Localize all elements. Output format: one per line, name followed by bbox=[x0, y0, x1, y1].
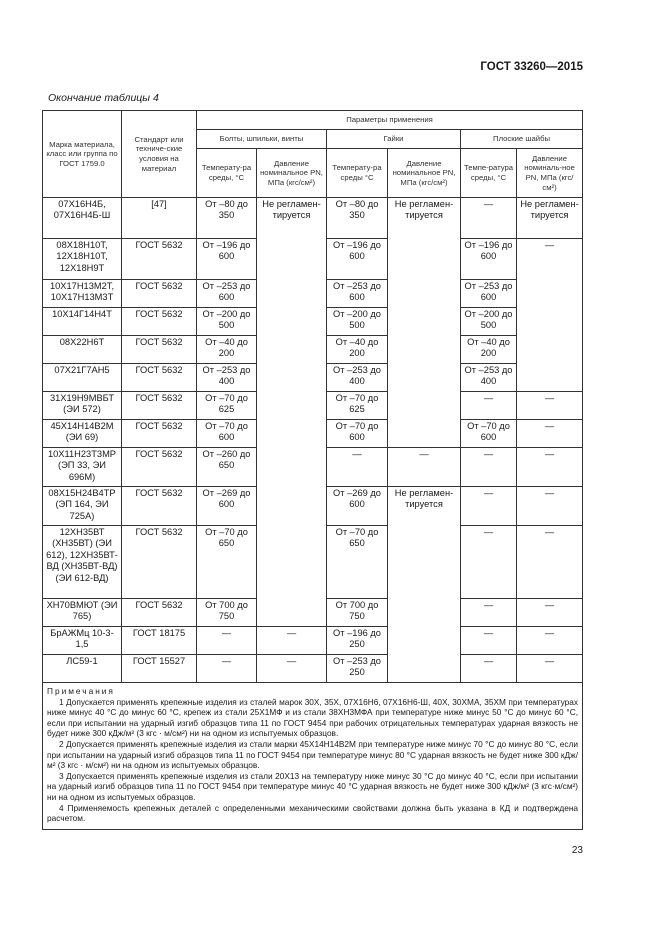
cell-bolts-pressure: — bbox=[257, 655, 327, 683]
cell-bolts-temp: От –260 до 650 bbox=[197, 448, 257, 487]
cell-nuts-temp: От –269 до 600 bbox=[327, 487, 388, 526]
cell-standard: ГОСТ 18175 bbox=[122, 627, 197, 655]
cell-washers-pressure: — bbox=[517, 627, 583, 655]
group-bolts-header: Болты, шпильки, винты bbox=[197, 130, 327, 149]
cell-washers-temp: От –196 до 600 bbox=[461, 239, 517, 280]
bolts-pressure-header: Давление номинальное PN, МПа (кгс/см²) bbox=[257, 149, 327, 198]
note-1: 1 Допускается применять крепежные изделия из сталей марок 30Х, 35Х, 07Х16Н6, 07Х16Н6-Ш, 40Х, 30ХМА, 35ХМ при температурах ниже минус 40 °С до минус 60 °С, крепеж из стали 25Х1МФ и из стали 38ХН3МФА при температуре ниже минус 50 °С до минус 60 °С, если при испытании на ударный изгиб образцов типа 11 по ГОСТ 9454 при рабочих отрицательных температурах ударная вязкость не будет ниже 300 кДж/м² (3 кгс · м/см²) ни на одном из испытуемых образцов. bbox=[47, 696, 579, 739]
nuts-temp-header: Температу-ра среды °С bbox=[327, 149, 388, 198]
col-grade-header: Марка материала, класс или группа по ГОСТ 1759.0 bbox=[43, 111, 122, 198]
cell-grade: 08Х18Н10Т, 12Х18Н10Т, 12Х18Н9Т bbox=[43, 239, 122, 280]
cell-standard: ГОСТ 5632 bbox=[122, 448, 197, 487]
cell-grade: 08Х15Н24В4ТР (ЭП 164, ЭИ 725А) bbox=[43, 487, 122, 526]
cell-bolts-temp: — bbox=[197, 627, 257, 655]
cell-washers-pressure: — bbox=[517, 487, 583, 526]
washers-pressure-header: Давление номиналь-ное PN, МПа (кгс/см²) bbox=[517, 149, 583, 198]
cell-nuts-temp: От –253 до 250 bbox=[327, 655, 388, 683]
cell-standard: ГОСТ 5632 bbox=[122, 526, 197, 599]
cell-washers-temp: — bbox=[461, 655, 517, 683]
cell-bolts-temp: От –200 до 500 bbox=[197, 308, 257, 336]
table-row bbox=[43, 627, 583, 655]
cell-bolts-temp: От –40 до 200 bbox=[197, 336, 257, 364]
cell-nuts-pressure: Не регламен-тируется bbox=[388, 198, 461, 448]
cell-washers-pressure: — bbox=[517, 239, 583, 392]
cell-bolts-temp: — bbox=[197, 655, 257, 683]
table-row bbox=[43, 655, 583, 683]
cell-standard: ГОСТ 5632 bbox=[122, 280, 197, 308]
cell-nuts-temp: От –80 до 350 bbox=[327, 198, 388, 239]
cell-nuts-temp: От –70 до 625 bbox=[327, 392, 388, 420]
nuts-pressure-header: Давление номинальное PN, МПа (кгс/см²) bbox=[388, 149, 461, 198]
cell-grade: 10Х17Н13М2Т, 10Х17Н13М3Т bbox=[43, 280, 122, 308]
notes-cell bbox=[43, 683, 583, 830]
cell-standard: ГОСТ 5632 bbox=[122, 392, 197, 420]
cell-bolts-temp: От –70 до 625 bbox=[197, 392, 257, 420]
cell-washers-pressure: — bbox=[517, 392, 583, 420]
cell-nuts-temp: От –70 до 650 bbox=[327, 526, 388, 599]
note-3: 3 Допускается применять крепежные изделия из стали 20Х13 на температуру ниже минус 30 °С до минус 40 °С, если при испытании на ударный изгиб образцов типа 11 по ГОСТ 9454 при температуре минус 40 °С ударная вязкость не будет ниже 300 кДж/м² (3 кгс·м/см²) ни на одном из испытуемых образцов. bbox=[47, 770, 579, 802]
cell-nuts-pressure: Не регламен-тируется bbox=[388, 487, 461, 683]
cell-washers-temp: — bbox=[461, 392, 517, 420]
col-standard-header: Стандарт или техниче-ские условия на материал bbox=[122, 111, 197, 198]
cell-standard: ГОСТ 5632 bbox=[122, 364, 197, 392]
cell-nuts-temp: От –196 до 600 bbox=[327, 239, 388, 280]
cell-bolts-temp: От –80 до 350 bbox=[197, 198, 257, 239]
cell-grade: БрАЖМц 10-3-1,5 bbox=[43, 627, 122, 655]
cell-nuts-temp: От –70 до 600 bbox=[327, 420, 388, 448]
cell-nuts-pressure: — bbox=[388, 448, 461, 487]
cell-nuts-temp: От –40 до 200 bbox=[327, 336, 388, 364]
cell-standard: ГОСТ 5632 bbox=[122, 336, 197, 364]
cell-nuts-temp: От –253 до 400 bbox=[327, 364, 388, 392]
cell-bolts-pressure: Не регламен-тируется bbox=[257, 198, 327, 627]
cell-washers-temp: От –40 до 200 bbox=[461, 336, 517, 364]
cell-washers-temp: От –200 до 500 bbox=[461, 308, 517, 336]
cell-washers-pressure: Не регламен-тируется bbox=[517, 198, 583, 239]
cell-washers-temp: — bbox=[461, 627, 517, 655]
cell-standard: ГОСТ 5632 bbox=[122, 239, 197, 280]
cell-standard: [47] bbox=[122, 198, 197, 239]
washers-temp-header: Темпе-ратура среды, °С bbox=[461, 149, 517, 198]
cell-washers-temp: От –253 до 400 bbox=[461, 364, 517, 392]
cell-grade: 07Х21Г7АН5 bbox=[43, 364, 122, 392]
table-caption: Окончание таблицы 4 bbox=[48, 92, 159, 104]
cell-standard: ГОСТ 5632 bbox=[122, 308, 197, 336]
cell-grade: 10Х11Н23Т3МР (ЭП 33, ЭИ 696М) bbox=[43, 448, 122, 487]
cell-washers-temp: От –70 до 600 bbox=[461, 420, 517, 448]
cell-washers-temp: От –253 до 600 bbox=[461, 280, 517, 308]
cell-washers-pressure: — bbox=[517, 448, 583, 487]
cell-washers-pressure: — bbox=[517, 599, 583, 627]
group-nuts-header: Гайки bbox=[327, 130, 461, 149]
cell-washers-pressure: — bbox=[517, 526, 583, 599]
group-washers-header: Плоские шайбы bbox=[461, 130, 583, 149]
cell-nuts-temp: От –196 до 250 bbox=[327, 627, 388, 655]
materials-table bbox=[42, 110, 583, 830]
cell-grade: 10Х14Г14Н4Т bbox=[43, 308, 122, 336]
cell-standard: ГОСТ 5632 bbox=[122, 487, 197, 526]
cell-washers-temp: — bbox=[461, 599, 517, 627]
cell-washers-pressure: — bbox=[517, 420, 583, 448]
cell-washers-temp: — bbox=[461, 448, 517, 487]
col-params-header: Параметры применения bbox=[197, 111, 583, 130]
notes-title: Примечания bbox=[47, 686, 115, 696]
cell-washers-temp: — bbox=[461, 526, 517, 599]
cell-nuts-temp: — bbox=[327, 448, 388, 487]
table-row bbox=[43, 198, 583, 239]
cell-standard: ГОСТ 5632 bbox=[122, 599, 197, 627]
note-4: 4 Применяемость крепежных деталей с определенными механическими свойствами должна быть указана в КД и подтверждена расчетом. bbox=[47, 802, 579, 824]
cell-washers-temp: — bbox=[461, 198, 517, 239]
cell-grade: 45Х14Н14В2М (ЭИ 69) bbox=[43, 420, 122, 448]
cell-bolts-temp: От 700 до 750 bbox=[197, 599, 257, 627]
cell-bolts-temp: От –70 до 600 bbox=[197, 420, 257, 448]
cell-bolts-temp: От –253 до 400 bbox=[197, 364, 257, 392]
cell-grade: 12ХН35ВТ (ХН35ВТ) (ЭИ 612), 12ХН35ВТ-ВД (ХН35ВТ-ВД) (ЭИ 612-ВД) bbox=[43, 526, 122, 599]
cell-bolts-temp: От –70 до 650 bbox=[197, 526, 257, 599]
cell-grade: 07Х16Н4Б, 07Х16Н4Б-Ш bbox=[43, 198, 122, 239]
cell-nuts-temp: От –253 до 600 bbox=[327, 280, 388, 308]
cell-grade: ХН70ВМЮТ (ЭИ 765) bbox=[43, 599, 122, 627]
cell-standard: ГОСТ 15527 bbox=[122, 655, 197, 683]
cell-nuts-temp: От 700 до 750 bbox=[327, 599, 388, 627]
page-number: 23 bbox=[571, 845, 583, 856]
cell-grade: ЛС59-1 bbox=[43, 655, 122, 683]
cell-bolts-pressure: — bbox=[257, 627, 327, 655]
cell-standard: ГОСТ 5632 bbox=[122, 420, 197, 448]
notes-row bbox=[43, 683, 583, 830]
cell-grade: 08Х22Н6Т bbox=[43, 336, 122, 364]
cell-nuts-temp: От –200 до 500 bbox=[327, 308, 388, 336]
cell-bolts-temp: От –253 до 600 bbox=[197, 280, 257, 308]
cell-washers-temp: — bbox=[461, 487, 517, 526]
document-header: ГОСТ 33260—2015 bbox=[480, 61, 583, 73]
cell-bolts-temp: От –196 до 600 bbox=[197, 239, 257, 280]
note-2: 2 Допускается применять крепежные изделия из стали марки 45Х14Н14В2М при температуре ниже минус 70 °С до минус 80 °С, если при испытании на ударный изгиб образцов типа 11 по ГОСТ 9454 при температуре минус 80 °С ударная вязкость не будет ниже 300 кДж/м² (3 кгс · м/см²) ни на одном из испытуемых образцов. bbox=[47, 738, 579, 771]
cell-washers-pressure: — bbox=[517, 655, 583, 683]
header-row bbox=[43, 111, 583, 130]
cell-grade: 31Х19Н9МВБТ (ЭИ 572) bbox=[43, 392, 122, 420]
cell-bolts-temp: От –269 до 600 bbox=[197, 487, 257, 526]
bolts-temp-header: Температу-ра среды, °С bbox=[197, 149, 257, 198]
